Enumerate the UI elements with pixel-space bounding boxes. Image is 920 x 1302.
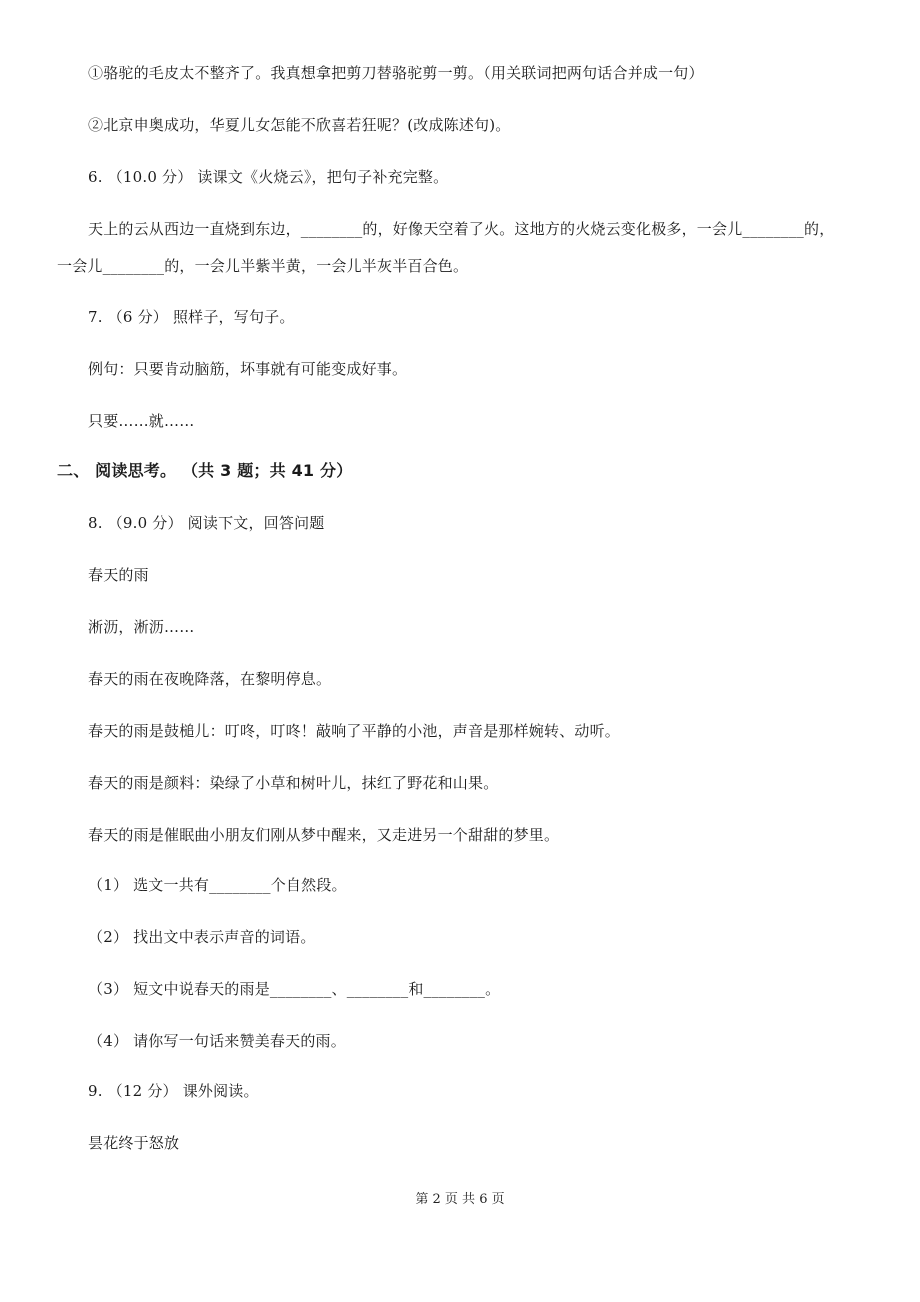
q6-title: 6. （10.0 分） 读课文《火烧云》，把句子补充完整。	[88, 168, 449, 186]
q8-subquestion-2: （2） 找出文中表示声音的词语。	[88, 928, 316, 946]
q7-title: 7. （6 分） 照样子，写句子。	[88, 308, 295, 326]
q8-subquestion-4: （4） 请你写一句话来赞美春天的雨。	[88, 1032, 346, 1050]
q8-subquestion-1: （1） 选文一共有________个自然段。	[88, 876, 347, 894]
q8-paragraph-3: 春天的雨是鼓槌儿：叮咚，叮咚！敲响了平静的小池，声音是那样婉转、动听。	[88, 722, 621, 740]
q8-paragraph-2: 春天的雨在夜晚降落，在黎明停息。	[88, 670, 332, 688]
q6-text-line-2: 一会儿________的，一会儿半紫半黄，一会儿半灰半百合色。	[57, 257, 469, 275]
q8-paragraph-5: 春天的雨是催眠曲小朋友们刚从梦中醒来，又走进另一个甜甜的梦里。	[88, 826, 560, 844]
q8-title: 8. （9.0 分） 阅读下文，回答问题	[88, 514, 325, 532]
q5-subquestion-2: ②北京申奥成功，华夏儿女怎能不欣喜若狂呢？(改成陈述句)。	[88, 116, 511, 134]
q9-title: 9. （12 分） 课外阅读。	[88, 1082, 259, 1100]
q9-passage-title: 昙花终于怒放	[88, 1134, 180, 1152]
q8-paragraph-4: 春天的雨是颜料：染绿了小草和树叶儿，抹红了野花和山果。	[88, 774, 499, 792]
q7-prompt: 只要……就……	[88, 412, 195, 430]
page-number-footer: 第 2 页 共 6 页	[415, 1192, 505, 1207]
q7-example: 例句：只要肯动脑筋，坏事就有可能变成好事。	[88, 360, 408, 378]
q8-paragraph-1: 淅沥，淅沥……	[88, 618, 195, 636]
q5-subquestion-1: ①骆驼的毛皮太不整齐了。我真想拿把剪刀替骆驼剪一剪。（用关联词把两句话合并成一句）	[88, 64, 704, 82]
section-2-heading: 二、 阅读思考。 （共 3 题；共 41 分）	[57, 461, 353, 480]
q8-poem-title: 春天的雨	[88, 566, 149, 584]
q6-text-line-1: 天上的云从西边一直烧到东边，________的，好像天空着了火。这地方的火烧云变化极多，一会儿________的，	[88, 220, 835, 238]
q8-subquestion-3: （3） 短文中说春天的雨是________、________和________。	[88, 980, 501, 998]
